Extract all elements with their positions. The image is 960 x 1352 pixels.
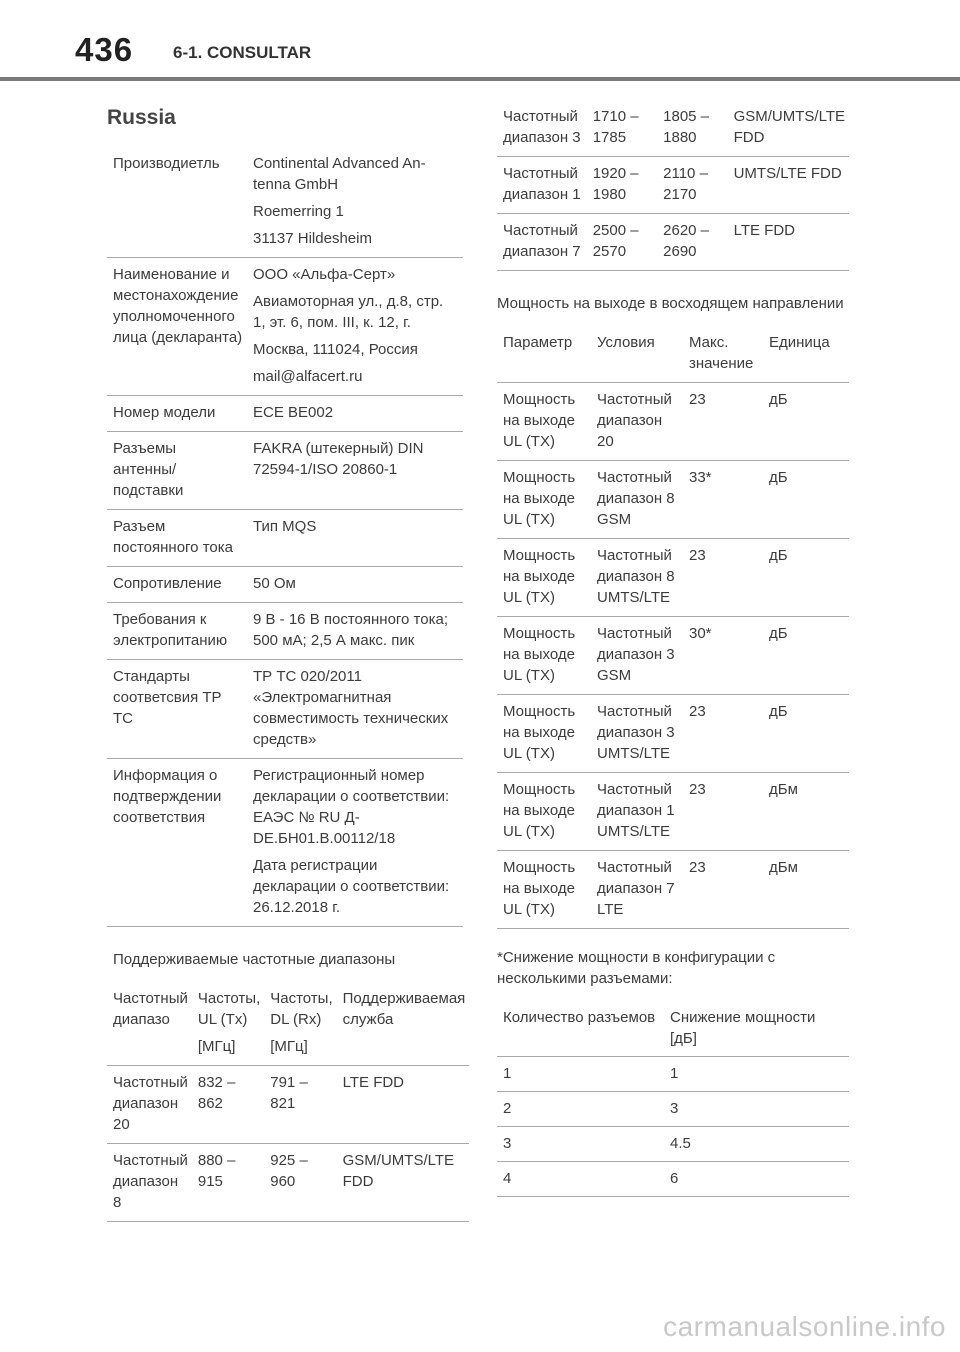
info-value-line: Дата регистрации декларации о соответствии: 26.12.2018 г. [253,857,450,916]
bands-header-ul-unit: [МГц] [197,1038,236,1055]
conn-count: 4 [503,1170,512,1187]
info-row [107,147,463,258]
info-value [249,603,463,660]
band-service: LTE FDD [342,1074,405,1091]
info-value [249,660,463,759]
bands-caption: Поддерживаемые частотные диапазоны [113,951,396,968]
conn-row [497,1162,849,1197]
info-row [107,660,463,759]
info-label: Стандарты соответсвия ТР ТС [113,668,222,727]
conn-reduction: 3 [670,1100,679,1117]
power-param: Мощность на выходе UL (TX) [503,625,576,684]
power-max: 30* [689,625,712,642]
power-max: 33* [689,469,712,486]
section-title: 6-1. CONSULTAR [173,43,312,62]
info-value [249,432,463,510]
band-name: Частотный диапазон 3 [503,108,581,146]
power-unit: дБ [769,391,788,408]
info-row [107,759,463,927]
bands-header-band: Частотный диапазо [113,990,188,1028]
band-ul: 1710 – 1785 [592,108,639,146]
info-label: Разъемы антенны/ подставки [113,440,184,499]
power-cond: Частотный диапазон 1 UMTS/LTE [597,781,675,840]
power-param: Мощность на выходе UL (TX) [503,469,576,528]
info-label: Номер модели [113,404,216,421]
band-row [497,214,849,271]
power-row [497,617,849,695]
info-value-line: ООО «Альфа-Серт» [253,266,396,283]
power-max: 23 [689,547,706,564]
conn-reduction: 1 [670,1065,679,1082]
info-value [249,510,463,567]
info-value-line: Регистрационный номер декларации о соответствии: ЕАЭС № RU Д-DE.БН01.В.00112/18 [253,767,450,847]
power-cond: Частотный диапазон 8 GSM [597,469,675,528]
power-param: Мощность на выходе UL (TX) [503,547,576,606]
power-table [497,326,849,929]
power-max: 23 [689,781,706,798]
power-cond: Частотный диапазон 8 UMTS/LTE [597,547,675,606]
band-ul: 880 – 915 [197,1152,236,1190]
band-ul: 1920 – 1980 [592,165,639,203]
left-column [107,100,466,1222]
info-value-line: 9 В - 16 В постоянного тока; 500 мА; 2,5 А макс. пик [253,611,449,649]
band-row [107,1066,469,1144]
info-value-line: Москва, 111024, Россия [253,341,418,358]
power-unit: дБм [769,781,798,798]
info-label: Производиетль [113,155,220,172]
power-cond: Частотный диапазон 7 LTE [597,859,675,918]
info-row [107,603,463,660]
power-param: Мощность на выходе UL (TX) [503,391,576,450]
conn-header-row [497,1001,849,1057]
band-dl: 2620 – 2690 [663,222,710,260]
bands-header-ul-label: Частоты, UL (Tx) [197,990,261,1028]
info-value [249,147,463,258]
info-row [107,510,463,567]
power-header-param: Параметр [503,334,573,351]
power-row [497,461,849,539]
power-cond: Частотный диапазон 20 [597,391,672,450]
band-service: LTE FDD [733,222,795,239]
header-divider [0,77,960,81]
info-value-line: Тип MQS [253,518,317,535]
bands-header-dl-label: Частоты, DL (Rx) [270,990,333,1028]
power-param: Мощность на выходе UL (TX) [503,703,576,762]
info-value-line: Roemerring 1 [253,203,344,220]
band-dl: 1805 – 1880 [663,108,710,146]
conn-reduction: 6 [670,1170,679,1187]
reduction-note: *Снижение мощности в конфигурации с несколькими разъемами: [497,949,776,987]
conn-count: 1 [503,1065,512,1082]
power-max: 23 [689,859,706,876]
info-value [249,567,463,603]
conn-row [497,1092,849,1127]
info-row [107,258,463,396]
band-service: GSM/UMTS/LTE FDD [733,108,845,146]
band-name: Частотный диапазон 20 [113,1074,188,1133]
right-column [497,100,849,1197]
band-row [497,157,849,214]
band-dl: 2110 – 2170 [663,165,708,203]
power-max: 23 [689,703,706,720]
info-value-line: 31137 Hildesheim [253,230,372,247]
conn-row [497,1057,849,1092]
conn-row [497,1127,849,1162]
info-label: Разъем постоянного тока [113,518,233,556]
info-value [249,759,463,927]
info-label: Наименование и местонахождение уполномоченного лица (декларанта) [113,266,243,346]
power-unit: дБм [769,859,798,876]
bands-header-row [107,982,469,1066]
power-unit: дБ [769,625,788,642]
bands-table [107,982,469,1222]
band-ul: 832 – 862 [197,1074,236,1112]
bands-header-dl-unit: [МГц] [270,1038,308,1055]
page-number: 436 [75,31,134,68]
power-param: Мощность на выходе UL (TX) [503,781,576,840]
conn-header-count: Количество разъемов [503,1009,656,1026]
band-name: Частотный диапазон 7 [503,222,581,260]
power-header-cond: Условия [597,334,655,351]
info-label: Информация о подтверждении соответствия [113,767,222,826]
power-cond: Частотный диапазон 3 UMTS/LTE [597,703,675,762]
conn-header-reduction: Снижение мощности [дБ] [670,1009,816,1047]
power-max: 23 [689,391,706,408]
conn-count: 3 [503,1135,512,1152]
power-cond: Частотный диапазон 3 GSM [597,625,675,684]
band-name: Частотный диапазон 8 [113,1152,188,1211]
power-caption: Мощность на выходе в восходящем направлении [497,295,844,312]
power-row [497,695,849,773]
info-row [107,396,463,432]
info-value-line: ТР ТС 020/2011 «Электромагнитная совместимость технических средств» [253,668,449,748]
band-name: Частотный диапазон 1 [503,165,581,203]
band-service: GSM/UMTS/LTE FDD [342,1152,455,1190]
power-row [497,851,849,929]
info-row [107,567,463,603]
power-unit: дБ [769,703,788,720]
country-heading: Russia [107,106,176,129]
info-value-line: FAKRA (штекерный) DIN 72594-1/ISO 20860-1 [253,440,424,478]
power-unit: дБ [769,469,788,486]
power-row [497,773,849,851]
band-row [107,1144,469,1222]
info-value-line: ECE BE002 [253,404,334,421]
watermark: carmanualsonline.info [663,1311,946,1342]
power-header-max: Макс. значение [689,334,754,372]
info-row [107,432,463,510]
band-row [497,100,849,157]
conn-reduction: 4.5 [670,1135,691,1152]
info-value [249,396,463,432]
bands-header-dl [264,982,336,1066]
bands-header-service: Поддерживаемая служба [342,990,466,1028]
info-value-line: 50 Ом [253,575,296,592]
info-value-line: Continental Advanced An-tenna GmbH [253,155,426,193]
band-ul: 2500 – 2570 [592,222,639,260]
power-row [497,383,849,461]
band-dl: 925 – 960 [270,1152,308,1190]
device-info-table [107,147,463,927]
info-value-line: Авиамоторная ул., д.8, стр. 1, эт. 6, пом. III, к. 12, г. [253,293,444,331]
power-header-unit: Единица [769,334,830,351]
info-label: Требования к электропитанию [113,611,228,649]
info-value [249,258,463,396]
page-header [0,0,960,80]
connector-reduction-table [497,1001,849,1197]
band-service: UMTS/LTE FDD [733,165,842,182]
conn-count: 2 [503,1100,512,1117]
bands-table-continued [497,100,849,271]
info-value-line: mail@alfacert.ru [253,368,363,385]
power-param: Мощность на выходе UL (TX) [503,859,576,918]
info-label: Сопротивление [113,575,222,592]
bands-header-ul [192,982,264,1066]
band-dl: 791 – 821 [270,1074,308,1112]
power-unit: дБ [769,547,788,564]
power-row [497,539,849,617]
power-header-row [497,326,849,383]
